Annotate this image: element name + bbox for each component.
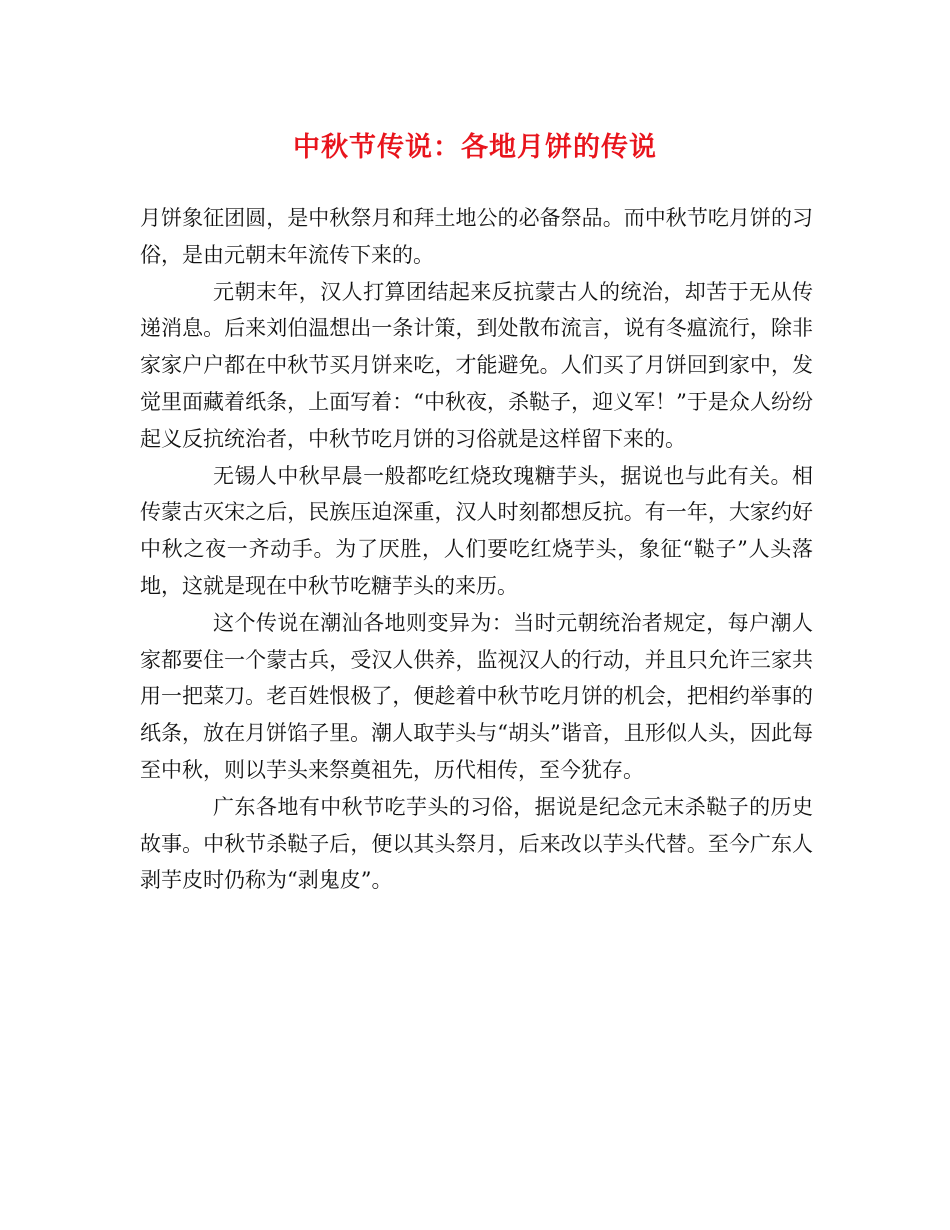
paragraph-yuan-dynasty: 元朝末年，汉人打算团结起来反抗蒙古人的统治，却苦于无从传递消息。后来刘伯温想出一条计策，到处散布流言，说有冬瘟流行，除非家家户户都在中秋节买月饼来吃，才能避免。人们买了月饼回到家中，发觉里面藏着纸条，上面写着：“中秋夜，杀鞑子，迎义军！”于是众人纷纷起义反抗统治者，中秋节吃月饼的习俗就是这样留下来的。 <box>140 279 813 451</box>
document-body <box>140 200 813 899</box>
document-title: 中秋节传说：各地月饼的传说 <box>293 132 657 163</box>
paragraph-chaoshan: 这个传说在潮汕各地则变异为：当时元朝统治者规定，每户潮人家都要住一个蒙古兵，受汉人供养，监视汉人的行动，并且只允许三家共用一把菜刀。老百姓恨极了，便趁着中秋节吃月饼的机会，把相约举事的纸条，放在月饼馅子里。潮人取芋头与“胡头”谐音，且形似人头，因此每至中秋，则以芋头来祭奠祖先，历代相传，至今犹存。 <box>140 610 813 782</box>
paragraph-guangdong: 广东各地有中秋节吃芋头的习俗，据说是纪念元末杀鞑子的历史故事。中秋节杀鞑子后，便以其头祭月，后来改以芋头代替。至今广东人剥芋皮时仍称为“剥鬼皮”。 <box>140 794 813 893</box>
paragraph-intro: 月饼象征团圆，是中秋祭月和拜土地公的必备祭品。而中秋节吃月饼的习俗，是由元朝末年流传下来的。 <box>140 206 813 267</box>
paragraph-wuxi: 无锡人中秋早晨一般都吃红烧玫瑰糖芋头，据说也与此有关。相传蒙古灭宋之后，民族压迫深重，汉人时刻都想反抗。有一年，大家约好中秋之夜一齐动手。为了厌胜，人们要吃红烧芋头，象征“鞑子”人头落地，这就是现在中秋节吃糖芋头的来历。 <box>140 463 813 598</box>
